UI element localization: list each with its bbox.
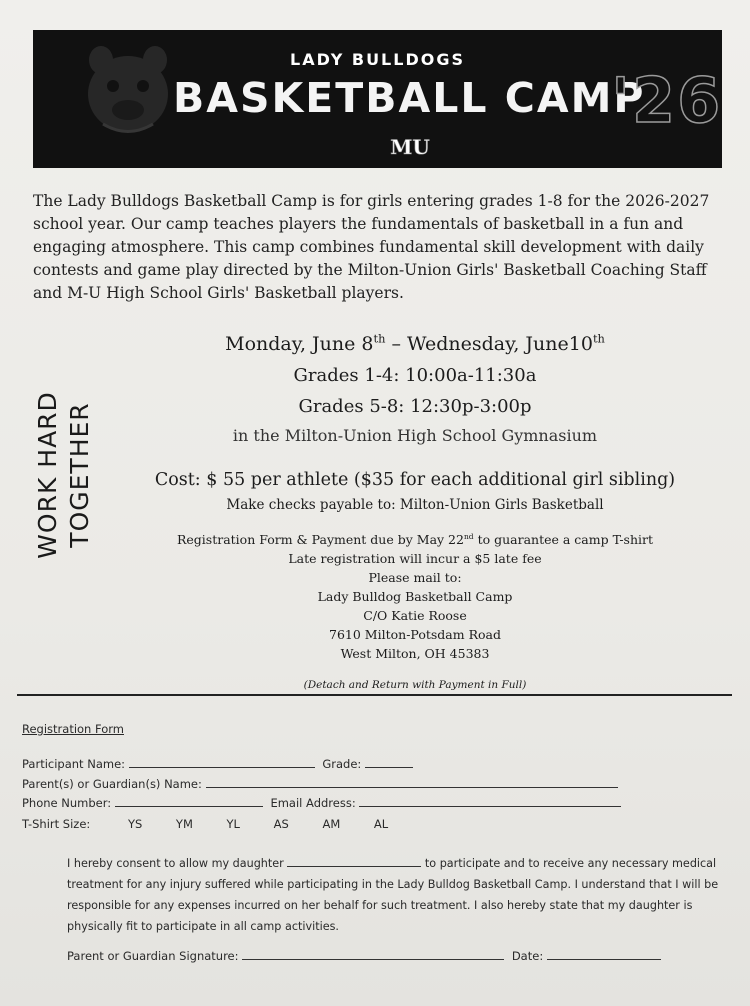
signature-label: Parent or Guardian Signature:	[67, 949, 239, 963]
mu-logo	[389, 130, 431, 162]
camp-dates: Monday, June 8th – Wednesday, June10th	[225, 331, 605, 355]
banner-title: BASKETBALL CAMP	[173, 74, 646, 122]
parent-label: Parent(s) or Guardian(s) Name:	[22, 777, 202, 791]
signature-row	[67, 949, 661, 963]
parent-row	[22, 777, 618, 791]
signature-field[interactable]	[242, 949, 504, 960]
late-fee: Late registration will incur a $5 late fee	[288, 551, 542, 566]
parent-name-field[interactable]	[206, 777, 618, 788]
registration-form-title: Registration Form	[22, 722, 124, 736]
size-am[interactable]: AM	[322, 817, 341, 831]
address-line-4: West Milton, OH 45383	[340, 646, 490, 661]
email-field[interactable]	[359, 796, 621, 807]
detach-divider	[17, 694, 732, 696]
mail-to: Please mail to:	[368, 570, 462, 585]
date-label: Date:	[511, 949, 544, 963]
camp-cost: Cost: $ 55 per athlete ($35 for each additional girl sibling)	[154, 470, 676, 490]
side-line-1: WORK HARD	[33, 391, 62, 559]
work-hard-together-text	[32, 355, 96, 595]
phone-label: Phone Number:	[22, 796, 112, 810]
tshirt-label: T-Shirt Size:	[22, 817, 91, 831]
side-line-2: TOGETHER	[65, 402, 94, 548]
phone-field[interactable]	[115, 796, 263, 807]
size-al[interactable]: AL	[373, 817, 389, 831]
daughter-name-field[interactable]	[287, 856, 421, 867]
address-line-3: 7610 Milton-Potsdam Road	[329, 627, 501, 642]
size-as[interactable]: AS	[273, 817, 289, 831]
grade-field[interactable]	[365, 757, 413, 768]
date-field[interactable]	[547, 949, 661, 960]
svg-text:MU: MU	[390, 135, 430, 159]
detach-note: (Detach and Return with Payment in Full)	[303, 679, 527, 691]
banner-year: '26	[611, 64, 722, 137]
grades-1-4-time: Grades 1-4: 10:00a-11:30a	[293, 365, 537, 386]
size-yl[interactable]: YL	[226, 817, 240, 831]
grades-5-8-time: Grades 5-8: 12:30p-3:00p	[298, 396, 532, 417]
email-label: Email Address:	[270, 796, 356, 810]
size-ym[interactable]: YM	[175, 817, 193, 831]
consent-text-1: I hereby consent to allow my daughter	[67, 857, 284, 870]
check-payable: Make checks payable to: Milton-Union Girls Basketball	[226, 497, 604, 513]
participant-label: Participant Name:	[22, 757, 126, 771]
consent-paragraph	[67, 853, 735, 937]
participant-row	[22, 757, 413, 771]
consent-text-2: to participate and to receive any necessary medical treatment for any injury suffered while participating in the Lady Bulldog Basketball Camp. I understand that I will be responsible for any expenses incurred on her behalf for such treatment. I also hereby state that my daughter is physically fit to participate in all camp activities.	[67, 857, 719, 933]
grade-label: Grade:	[322, 757, 362, 771]
contact-row	[22, 796, 621, 810]
address-line-2: C/O Katie Roose	[363, 608, 467, 623]
camp-banner	[33, 30, 722, 168]
camp-location: in the Milton-Union High School Gymnasium	[232, 426, 598, 445]
registration-due: Registration Form & Payment due by May 22nd to guarantee a camp T-shirt	[176, 531, 653, 547]
participant-name-field[interactable]	[129, 757, 315, 768]
banner-subtitle: LADY BULLDOGS	[290, 50, 465, 69]
address-line-1: Lady Bulldog Basketball Camp	[317, 589, 513, 604]
intro-paragraph: The Lady Bulldogs Basketball Camp is for girls entering grades 1-8 for the 2026-2027 school year. Our camp teaches players the fundamentals of basketball in a fun and engaging atmosphere. This camp combines fundamental skill development with daily contests and game play directed by the Milton-Union Girls' Basketball Coaching Staff and M-U High School Girls' Basketball players.	[33, 192, 710, 302]
tshirt-row	[22, 817, 418, 831]
size-ys[interactable]: YS	[127, 817, 143, 831]
